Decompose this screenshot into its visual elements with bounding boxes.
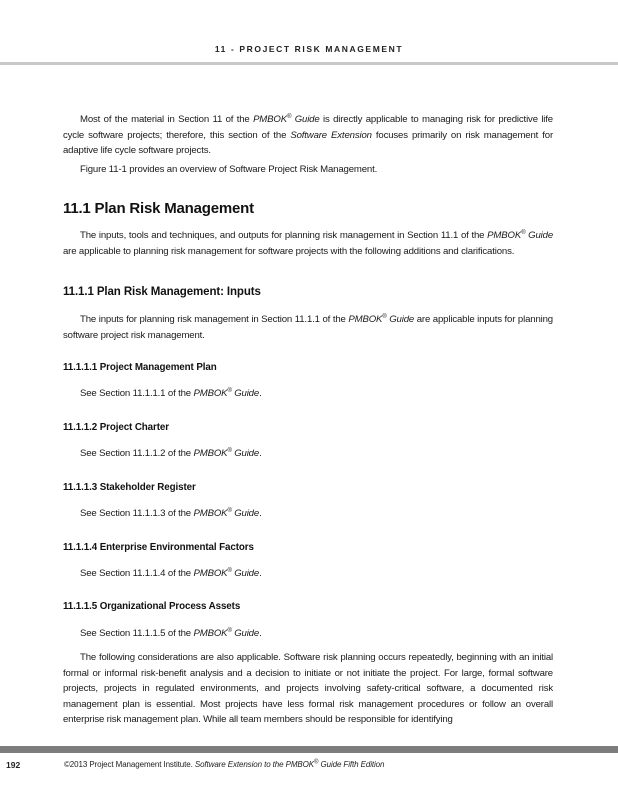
subsection-body: [63, 626, 553, 642]
subsection-body: [63, 566, 553, 582]
closing-section: [63, 650, 553, 728]
see-reference: See Section 11.1.1.5 of the PMBOK® Guide.: [80, 627, 262, 639]
subsection-heading: 11.1.1.2 Project Charter: [63, 422, 169, 433]
subsection-heading: 11.1.1.1 Project Management Plan: [63, 362, 217, 373]
subsection-11-1-1-5: [63, 601, 553, 612]
subsection-heading: 11.1.1.3 Stakeholder Register: [63, 482, 196, 493]
header-rule: [0, 62, 618, 65]
intro-section: [63, 112, 553, 159]
figure-reference-text: Figure 11-1 provides an overview of Software Project Risk Management.: [80, 164, 378, 175]
subsection-11-1-1-2: [63, 422, 553, 433]
running-header: 11 - PROJECT RISK MANAGEMENT: [214, 44, 404, 54]
footer-copyright: ©2013 Project Management Institute. Software Extension to the PMBOK® Guide Fifth Edition: [64, 759, 385, 769]
closing-paragraph: The following considerations are also applicable. Software risk planning occurs repeatedly, beginning with an initial formal or informal risk-benefit analysis and a decision to initiate or not initiate the project. For large, formal software projects, projects in regulated environments, and projects involving safety-critical software, a documented risk management plan is essential. Most projects have less formal risk management procedures or follow an overall enterprise risk management plan. While all team members should be responsible for identifying: [63, 652, 553, 725]
intro-paragraph: Most of the material in Section 11 of the PMBOK® Guide is directly applicable to managing risk for predictive life cycle software projects; therefore, this section of the Software Extension focuses primarily on risk management for adaptive life cycle software projects.: [63, 113, 553, 156]
footer-bar: [0, 746, 618, 753]
figure-reference: [63, 162, 553, 178]
subsection-heading: 11.1.1.5 Organizational Process Assets: [63, 601, 241, 612]
subsection-heading: 11.1.1.4 Enterprise Environmental Factors: [63, 542, 254, 553]
see-reference: See Section 11.1.1.4 of the PMBOK® Guide.: [80, 567, 262, 579]
subsection-11-1-1-4: [63, 542, 553, 553]
section-11-1-1: [63, 286, 553, 298]
section-11-1-1-body: [63, 312, 553, 343]
subsection-body: [63, 386, 553, 402]
section-11-1-heading: 11.1 Plan Risk Management: [63, 200, 254, 217]
section-11-1-body: [63, 228, 553, 259]
subsection-11-1-1-3: [63, 482, 553, 493]
see-reference: See Section 11.1.1.2 of the PMBOK® Guide.: [80, 447, 262, 459]
page-number: 192: [6, 760, 21, 770]
section-11-1: [63, 200, 553, 217]
see-reference: See Section 11.1.1.3 of the PMBOK® Guide.: [80, 507, 262, 519]
section-11-1-1-paragraph: The inputs for planning risk management in Section 11.1.1 of the PMBOK® Guide are applicable inputs for planning software project risk management.: [63, 313, 553, 341]
subsection-body: [63, 446, 553, 462]
section-11-1-paragraph: The inputs, tools and techniques, and outputs for planning risk management in Section 11.1 of the PMBOK® Guide are applicable to planning risk management for software projects with the following additions and clarifications.: [63, 229, 554, 257]
subsection-body: [63, 506, 553, 522]
see-reference: See Section 11.1.1.1 of the PMBOK® Guide.: [80, 387, 262, 399]
section-11-1-1-heading: 11.1.1 Plan Risk Management: Inputs: [63, 286, 261, 298]
subsection-11-1-1-1: [63, 362, 553, 373]
